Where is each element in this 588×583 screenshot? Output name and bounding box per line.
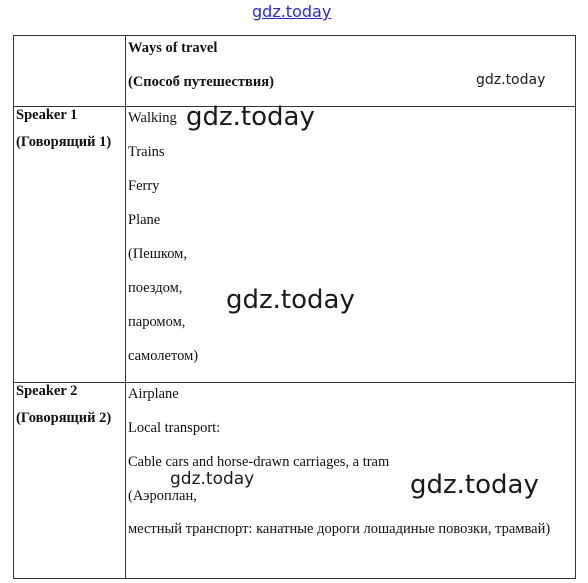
list-item: поездом,: [128, 280, 183, 296]
list-item: Trains: [128, 144, 165, 160]
list-item: Plane: [128, 212, 161, 228]
list-item: Local transport:: [128, 420, 221, 436]
speaker-2-cell: [14, 383, 126, 579]
header-empty-cell: [14, 36, 126, 107]
list-item: самолетом): [128, 348, 199, 364]
speaker-2-label-ru: (Говорящий 2): [16, 410, 112, 426]
header-title-en: Ways of travel: [128, 40, 218, 56]
list-item: Cable cars and horse-drawn carriages, a tram: [128, 454, 390, 470]
list-item: паромом,: [128, 314, 186, 330]
speaker-1-label-ru: (Говорящий 1): [16, 134, 112, 150]
list-item: Ferry: [128, 178, 160, 194]
list-item: местный транспорт: канатные дороги лошадиные повозки, трамвай): [128, 521, 551, 537]
watermark-walking: gdz.today: [186, 102, 315, 132]
speaker-1-ways-cell: [126, 107, 576, 383]
watermark-top-link[interactable]: gdz.today: [252, 2, 332, 21]
list-item: Walking: [128, 110, 177, 126]
header-ways-of-travel-cell: [126, 36, 576, 107]
watermark-header: gdz.today: [476, 72, 546, 88]
list-item: (Аэроплан,: [128, 488, 197, 504]
watermark-middle: gdz.today: [226, 285, 355, 315]
speaker-1-label-en: Speaker 1: [16, 107, 78, 123]
list-item: (Пешком,: [128, 246, 187, 262]
watermark-bottom-right: gdz.today: [410, 470, 539, 500]
speaker-1-cell: [14, 107, 126, 383]
speaker-2-label-en: Speaker 2: [16, 383, 78, 399]
table-row-speaker-1: [14, 107, 576, 383]
list-item: Airplane: [128, 386, 179, 402]
header-title-ru: (Способ путешествия): [128, 74, 274, 90]
watermark-airplane: gdz.today: [170, 469, 255, 489]
table-header-row: [14, 36, 576, 107]
